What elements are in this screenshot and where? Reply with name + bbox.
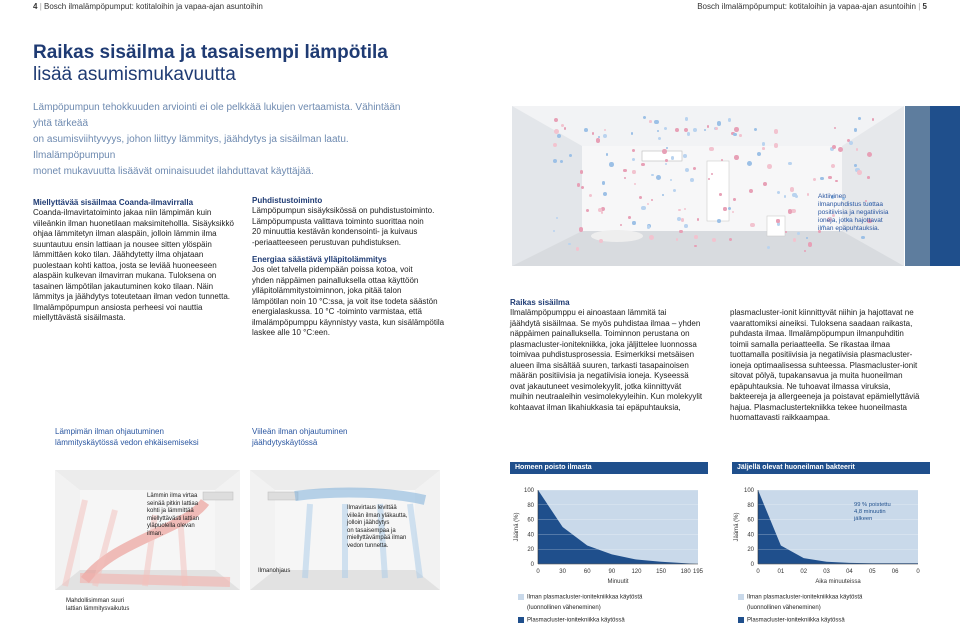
text-line: hajua. Plasmaclustertekniikka tekee huoneilmasta — [730, 402, 907, 412]
text-line: ioneja optimaalisessa suhteessa. Plasmacluster-ionit — [730, 360, 918, 370]
ion-particle — [623, 169, 626, 172]
ion-particle — [685, 117, 688, 120]
y-tick-label: 20 — [747, 547, 754, 554]
ion-particle — [804, 250, 806, 252]
text-line: näppäimen painalluksella. Toiminnon perustana on — [510, 329, 690, 338]
text-line: tasainen lämpötilan jakautuminen koko tilaan. Näin — [33, 281, 214, 291]
x-tick-label: 30 — [559, 569, 566, 575]
label-line: on tasaisempaa ja — [347, 527, 396, 534]
chart1-legend — [518, 594, 642, 625]
x-tick-label: 195 — [692, 569, 704, 575]
caption-warm — [55, 427, 199, 448]
column-coanda — [33, 198, 248, 324]
ion-particle — [596, 138, 600, 142]
ion-particle — [675, 128, 679, 132]
label-line: Ilmavirtaus levittää — [347, 505, 397, 511]
text-line: määrän positiivisia ja negatiivisia ioneja. Kyseessä — [510, 371, 689, 380]
text-line: yhden näppäimen painalluksella ottaa käyttöön — [252, 275, 419, 285]
ion-particle — [665, 159, 668, 162]
text-line: plasmacluster-ionit kiinnittyvät niihin ja hajottavat ne — [730, 308, 914, 317]
chart-mold-removal — [510, 476, 710, 588]
label-line: ilman. — [147, 530, 164, 537]
y-tick-label: 0 — [750, 562, 754, 568]
text-line: toimii samalla periaatteella. Se rikastaa ilmaa — [730, 339, 891, 349]
callout-line: Aktiivinen — [818, 193, 846, 200]
ion-particle — [717, 121, 722, 126]
x-tick-label: 05 — [868, 569, 876, 575]
y-tick-label: 0 — [530, 562, 534, 568]
text-line: lämmitys ja jäähdytys toteutetaan ilman vedon tunnetta. — [33, 292, 230, 301]
cleaning-text — [252, 206, 452, 248]
text-line: Lämpöpumpun sisäyksikössä on puhdistustoiminto. — [252, 206, 435, 215]
callout-line: ilmanpuhdistus tuottaa — [818, 201, 884, 208]
text-line: ylläpitolämmitystoiminnon, joka pitää talon — [252, 286, 402, 295]
ion-particle — [757, 152, 761, 156]
label-line: vedon tunnetta. — [347, 542, 389, 549]
legend-text: Ilman plasmacluster-ionitekniikkaa käytöstä — [747, 594, 863, 601]
text-line: Ilmalämpöpumpun ansiosta perheesi voi nauttia — [33, 302, 203, 312]
ion-particle — [808, 242, 813, 247]
x-tick-label: 150 — [656, 569, 667, 575]
intro-line: Lämpöpumpun tehokkuuden arviointi ei ole pelkkää lukujen vertaamista. Vähintään yhtä tärkeää — [33, 102, 401, 129]
ion-particle — [774, 143, 778, 147]
text-line: ilmalämpöpumppu käynnistyy vasta, kun sisälämpötila — [252, 317, 445, 327]
ion-particle — [790, 187, 794, 191]
ion-particle — [656, 175, 661, 180]
text-line: energialaskussa. 10 °C -toiminto varmistaa, että — [252, 307, 422, 316]
ion-particle — [767, 164, 772, 169]
ion-particle — [762, 147, 765, 150]
text-line: muihin neutraaleihin vesimolekyyleihin. Kun molekyylit — [510, 392, 703, 401]
header-left: 4 | Bosch ilmalämpöpumput: kotitaloihin ja vapaa-ajan asuntoihin — [33, 2, 263, 11]
ion-particle — [717, 219, 721, 223]
text-line: miellyttävästä sisäilmasta. — [33, 313, 126, 322]
x-tick-label: 120 — [631, 569, 642, 575]
legend-item-plasma — [518, 617, 642, 625]
ion-particle — [649, 235, 654, 240]
text-line: lämmittäen koko tilan. Jäähdytetty ilma ohjataan — [33, 250, 204, 259]
ion-particle — [739, 134, 742, 137]
x-axis-label: Minuutit — [607, 579, 629, 585]
ion-particle — [734, 155, 739, 160]
legend-text-2: (luonnollinen väheneminen) — [747, 605, 821, 612]
legend-swatch — [738, 617, 744, 623]
ion-particle — [867, 152, 872, 157]
ion-particle — [679, 230, 683, 234]
y-tick-label: 20 — [527, 547, 534, 554]
y-tick-label: 40 — [527, 532, 534, 539]
x-tick-label: 02 — [800, 569, 808, 575]
label-line: viileän ilman yläkautta, — [347, 512, 408, 519]
column-plasmacluster — [730, 308, 950, 424]
room-side-bar-dark — [930, 106, 960, 266]
ion-particle — [734, 127, 739, 132]
ion-particle — [707, 125, 710, 128]
text-line: sitovat pölyä, tupakansavua ja muita huoneilman — [730, 371, 903, 380]
text-line: jäähdytä sisäilmaa. Se myös puhdistaa ilmaa – yhden — [510, 318, 701, 328]
ion-particle — [664, 127, 667, 130]
ion-particle — [631, 132, 633, 134]
ion-particle — [784, 195, 786, 197]
y-tick-label: 100 — [523, 488, 534, 494]
ion-particle — [693, 128, 697, 132]
ion-particle — [711, 173, 713, 175]
caption-line: Viileän ilman ohjautuminen — [252, 427, 348, 436]
x-tick-label: 60 — [583, 569, 591, 575]
ion-particle — [641, 163, 645, 167]
plasmacluster-text — [730, 308, 950, 424]
y-axis-label: Jäämä (%) — [514, 512, 520, 542]
y-tick-label: 60 — [747, 517, 754, 524]
page-number-left: 4 — [33, 2, 38, 11]
x-tick-label: 01 — [777, 569, 785, 575]
room-render — [512, 106, 904, 266]
y-tick-label: 80 — [527, 502, 534, 509]
x-tick-label: 0 — [536, 569, 540, 575]
standby-text — [252, 265, 452, 339]
ion-particle — [649, 120, 652, 123]
intro-line: monet mukavuutta lisäävät ominaisuudet ilahduttavat käyttäjää. — [33, 166, 314, 177]
ion-particle — [835, 180, 838, 183]
text-line: bakteereja ja allergeeneja ja poistavat epämiellyttäviä — [730, 392, 920, 401]
x-tick-label: 03 — [823, 569, 830, 575]
text-line: kohtaavat ilman likahiukkasia tai epäpuhtauksia, — [510, 402, 681, 412]
text-line: alaspäin kulkevan ilmavirran mukana. Tuloksena on — [33, 271, 217, 280]
text-line: vaarattomiksi aineiksi. Tuloksena saadaan raikasta, — [730, 318, 913, 328]
ion-particle — [774, 129, 778, 133]
warm-air-illustration — [55, 470, 240, 590]
legend-item-natural — [518, 594, 642, 602]
coanda-heading: Miellyttävää sisäilmaa Coanda-ilmavirralla — [33, 198, 194, 207]
ion-particle — [609, 162, 613, 166]
ion-particle — [598, 208, 602, 212]
ion-particle — [561, 124, 564, 127]
ion-particle — [604, 129, 606, 131]
ion-particle — [832, 145, 836, 149]
ion-particle — [584, 128, 588, 132]
ion-callout — [818, 193, 888, 233]
label-line: kohti ja lämmittää — [147, 508, 194, 514]
text-line: Lämpöpumpusta valittava toiminto suorittaa noin — [252, 216, 424, 226]
cool-air-label — [347, 505, 407, 550]
x-tick-label: 04 — [846, 569, 853, 575]
chart2-svg — [730, 476, 930, 588]
x-tick-label: 06 — [891, 569, 899, 575]
label-line: seinää pitkin lattiaa — [147, 500, 199, 507]
callout-line: ioneja, jotka hajottavat — [818, 217, 883, 224]
legend-item-natural — [738, 594, 862, 602]
text-line: Ilmalämpöpumppu ei ainoastaan lämmitä tai — [510, 308, 667, 317]
legend-swatch — [738, 594, 744, 600]
text-line: puhdasta ilmaa. Ilmalämpöpumpun ilmanpuhditin — [730, 329, 904, 338]
ion-particle — [557, 134, 561, 138]
ion-particle — [828, 176, 831, 179]
callout-line: ilman epäpuhtauksia. — [818, 225, 880, 232]
ion-particle — [684, 224, 688, 228]
ion-particle — [690, 178, 694, 182]
text-line: viileänkin ilman huonetilaan maksimitehollla. Sisäyksikkö — [33, 218, 234, 228]
chart-annotation: 4,8 minuutin — [854, 509, 886, 515]
y-tick-label: 40 — [747, 532, 754, 539]
ion-particle — [733, 198, 736, 201]
intro-line: on asumisviihtyvyys, johon liittyy lämmitys, jäähdytys ja sisäilman laatu. Ilmalämpöpumpun — [33, 134, 349, 161]
ion-particle — [788, 209, 792, 213]
text-line: plasmacluster-ionitekniikka, joka jäljittelee luonnossa — [510, 339, 697, 349]
page-title: Raikas sisäilma ja tasaisempi lämpötila — [33, 42, 388, 63]
ion-particle — [654, 120, 658, 124]
ion-room-image — [512, 106, 904, 266]
text-line: lämpötilan noin 10 °C:ssa, ja voit itse todeta säästön — [252, 296, 438, 306]
text-line: ovat jakautuneet vesimolekyylit, jotka kiinnittyvät — [510, 381, 682, 391]
fresh-air-text — [510, 308, 725, 413]
x-tick-label: 180 — [680, 569, 691, 575]
ion-particle — [632, 170, 635, 173]
header-right: Bosch ilmalämpöpumput: kotitaloihin ja vapaa-ajan asuntoihin | 5 — [697, 2, 927, 11]
legend-swatch — [518, 594, 524, 600]
ion-particle — [694, 235, 698, 239]
cool-air-illustration — [250, 470, 440, 590]
ion-particle — [767, 246, 770, 249]
ion-particle — [854, 164, 857, 167]
chart2-legend — [738, 594, 862, 625]
ion-particle — [632, 221, 635, 224]
ion-particle — [639, 196, 642, 199]
room-side-bar — [905, 106, 930, 266]
text-line: Jos olet talvella pidempään poissa kotoa, voit — [252, 265, 413, 274]
cleaning-heading: Puhdistustoiminto — [252, 196, 323, 205]
ion-particle — [641, 206, 645, 210]
text-line: puolestaan kohti kattoa, josta se leviää huoneeseen — [33, 260, 217, 270]
y-tick-label: 60 — [527, 517, 534, 524]
ion-particle — [709, 147, 713, 151]
y-axis-label: Jäämä (%) — [734, 512, 740, 542]
y-tick-label: 80 — [747, 502, 754, 509]
page-number-right: 5 — [922, 2, 927, 11]
ion-particle — [776, 219, 779, 222]
column-fresh-air — [510, 298, 725, 413]
chart1-header: Homeen poisto ilmasta — [510, 462, 708, 474]
coanda-text — [33, 208, 248, 324]
y-tick-label: 100 — [743, 488, 754, 494]
ion-particle — [867, 176, 870, 179]
page-subtitle: lisää asumismukavuutta — [33, 64, 236, 85]
text-line: epäpuhtauksia. Ne tuhoavat ilmassa viruksia, — [730, 381, 891, 391]
standby-heading: Energiaa säästävä ylläpitolämmitys — [252, 255, 387, 264]
ion-particle — [628, 216, 631, 219]
ion-particle — [599, 239, 603, 243]
ion-particle — [858, 117, 861, 120]
ion-particle — [708, 178, 710, 180]
ion-particle — [728, 118, 731, 121]
chart-bacteria — [730, 476, 930, 588]
label-line: lattian lämmitysvaikutus — [66, 605, 130, 612]
caption-line: jäähdytyskäytössä — [252, 437, 318, 447]
ion-particle — [788, 162, 791, 165]
intro-text — [33, 100, 408, 180]
ion-particle — [807, 193, 810, 196]
ion-particle — [861, 236, 864, 239]
ion-particle — [747, 161, 752, 166]
x-tick-label: 0 — [756, 569, 760, 575]
legend-text: Plasmacluster-ionitekniikka käytössä — [527, 617, 625, 624]
text-line: suuntautuu ensin lattiaan ja nousee sitten ylöspäin — [33, 239, 212, 249]
chart2-header: Jäljellä olevat huoneilman bakteerit — [732, 462, 930, 474]
ion-particle — [857, 170, 862, 175]
legend-text-2: (luonnollinen väheneminen) — [527, 605, 601, 612]
text-line: Coanda-ilmavirtatoiminto jakaa niin lämpimän kuin — [33, 208, 212, 217]
label-line: miellyttävästi lattian — [147, 515, 200, 522]
ion-particle — [665, 163, 667, 165]
warm-air-label — [147, 493, 199, 538]
ion-particle — [820, 177, 823, 180]
text-line: toimivaa puhdistusprosessia. Esimerkiksi metsäisen — [510, 350, 695, 359]
column-cleaning — [252, 196, 452, 339]
ion-particle — [586, 209, 589, 212]
ion-particle — [719, 193, 722, 196]
ion-particle — [723, 207, 726, 210]
legend-item-plasma — [738, 617, 862, 625]
running-head-left: Bosch ilmalämpöpumput: kotitaloihin ja vapaa-ajan asuntoihin — [44, 2, 263, 11]
ion-particle — [554, 129, 559, 134]
ion-particle — [662, 149, 667, 154]
ion-particle — [797, 232, 800, 235]
label-line: yläpuolella olevan — [147, 523, 195, 529]
text-line: 20 minuuttia kestävän kondensointi- ja kuivaus — [252, 227, 418, 236]
ion-particle — [603, 192, 607, 196]
text-line: alueen ilma sisältää suuren, tarkasti tasapainoisen — [510, 360, 689, 370]
ion-particle — [568, 243, 571, 246]
text-line: ohjaa lämmitetyn ilman alaspäin, jolloin lämmin ilma — [33, 229, 217, 238]
airflow-label: Ilmanohjaus — [258, 568, 291, 574]
x-tick-label: 90 — [608, 569, 616, 575]
chart-annotation: jälkeen — [854, 516, 873, 522]
callout-line: positiivisia ja negatiivisia — [818, 209, 889, 216]
ion-particle — [606, 153, 608, 155]
ion-particle — [838, 147, 843, 152]
legend-text: Plasmacluster-ionitekniikka käytössä — [747, 617, 845, 624]
label-line: Lämmin ilma virtaa — [147, 493, 198, 499]
text-line: huomattavasti raikkaampaa. — [730, 413, 831, 422]
label-line: Mahdollisimman suuri — [66, 598, 125, 604]
running-head-right: Bosch ilmalämpöpumput: kotitaloihin ja vapaa-ajan asuntoihin — [697, 2, 916, 11]
x-axis-label: Aika minuuteissa — [815, 579, 861, 585]
ion-particle — [715, 127, 718, 130]
chart-annotation: 99 % poistettu — [854, 502, 891, 508]
label-line: jolloin jäähdytys — [347, 520, 390, 526]
ion-particle — [712, 238, 716, 242]
legend-swatch — [518, 617, 524, 623]
text-line: tuottamalla positiivisia ja negatiivisia plasmacluster- — [730, 350, 913, 359]
caption-line: Lämpimän ilman ohjautuminen — [55, 427, 164, 436]
chart1-svg — [510, 476, 710, 588]
text-line: laskee alle 10 °C:een. — [252, 328, 330, 337]
fresh-air-heading: Raikas sisäilma — [510, 298, 570, 307]
ion-particle — [647, 225, 651, 229]
ion-particle — [854, 128, 858, 132]
label-line: miellyttävämpää ilman — [347, 535, 407, 541]
floor-heating-label — [66, 598, 129, 613]
caption-line: lämmityskäytössä vedon ehkäisemiseksi — [55, 437, 199, 447]
text-line: -periaatteeseen perustuvan puhdistuksen. — [252, 237, 401, 247]
caption-cool — [252, 427, 347, 448]
x-tick-label: 0 — [916, 569, 920, 575]
legend-text: Ilman plasmacluster-ionitekniikkaa käytöstä — [527, 594, 643, 601]
ion-particle — [678, 209, 681, 212]
